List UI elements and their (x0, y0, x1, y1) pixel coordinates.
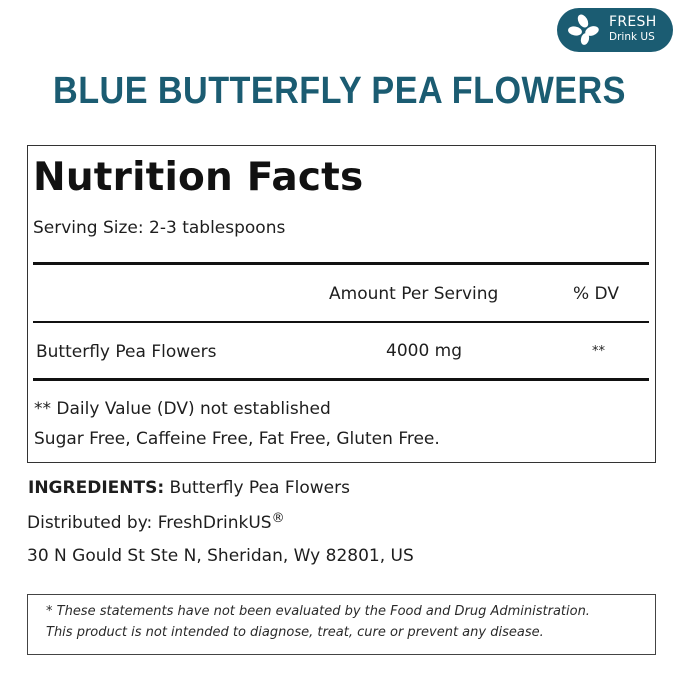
ingredients-value: Butterfly Pea Flowers (164, 478, 350, 498)
registered-mark: ® (271, 511, 285, 526)
logo-line-1: FRESH (609, 14, 657, 30)
ingredients-line (28, 478, 350, 498)
nutrient-amount: 4000 mg (386, 341, 463, 361)
brand-logo (557, 8, 673, 52)
nutrient-dv: ** (592, 344, 605, 359)
free-from-note: Sugar Free, Caffeine Free, Fat Free, Gluten Free. (34, 429, 440, 449)
column-header-amount: Amount Per Serving (329, 284, 499, 304)
ingredients-label: INGREDIENTS: (28, 478, 165, 498)
leaf-flower-icon (565, 12, 605, 48)
divider (33, 321, 649, 323)
distributor-line (27, 511, 285, 533)
nutrition-facts-heading: Nutrition Facts (33, 155, 364, 200)
divider-thick (33, 262, 649, 265)
divider-thick (33, 378, 649, 381)
dv-note: ** Daily Value (DV) not established (34, 399, 331, 419)
disclaimer-line-2: This product is not intended to diagnose, treat, cure or prevent any disease. (46, 625, 544, 640)
distributor-label: Distributed by: (27, 513, 158, 533)
logo-line-2: Drink US (609, 31, 655, 43)
serving-size: Serving Size: 2-3 tablespoons (33, 218, 286, 238)
product-title: BLUE BUTTERFLY PEA FLOWERS (53, 70, 626, 112)
column-header-dv: % DV (573, 284, 619, 304)
distributor-name: FreshDrinkUS (157, 513, 272, 533)
nutrient-name: Butterfly Pea Flowers (36, 342, 217, 362)
distributor-address: 30 N Gould St Ste N, Sheridan, Wy 82801, US (27, 546, 414, 566)
disclaimer-line-1: * These statements have not been evaluated by the Food and Drug Administration. (46, 604, 590, 619)
